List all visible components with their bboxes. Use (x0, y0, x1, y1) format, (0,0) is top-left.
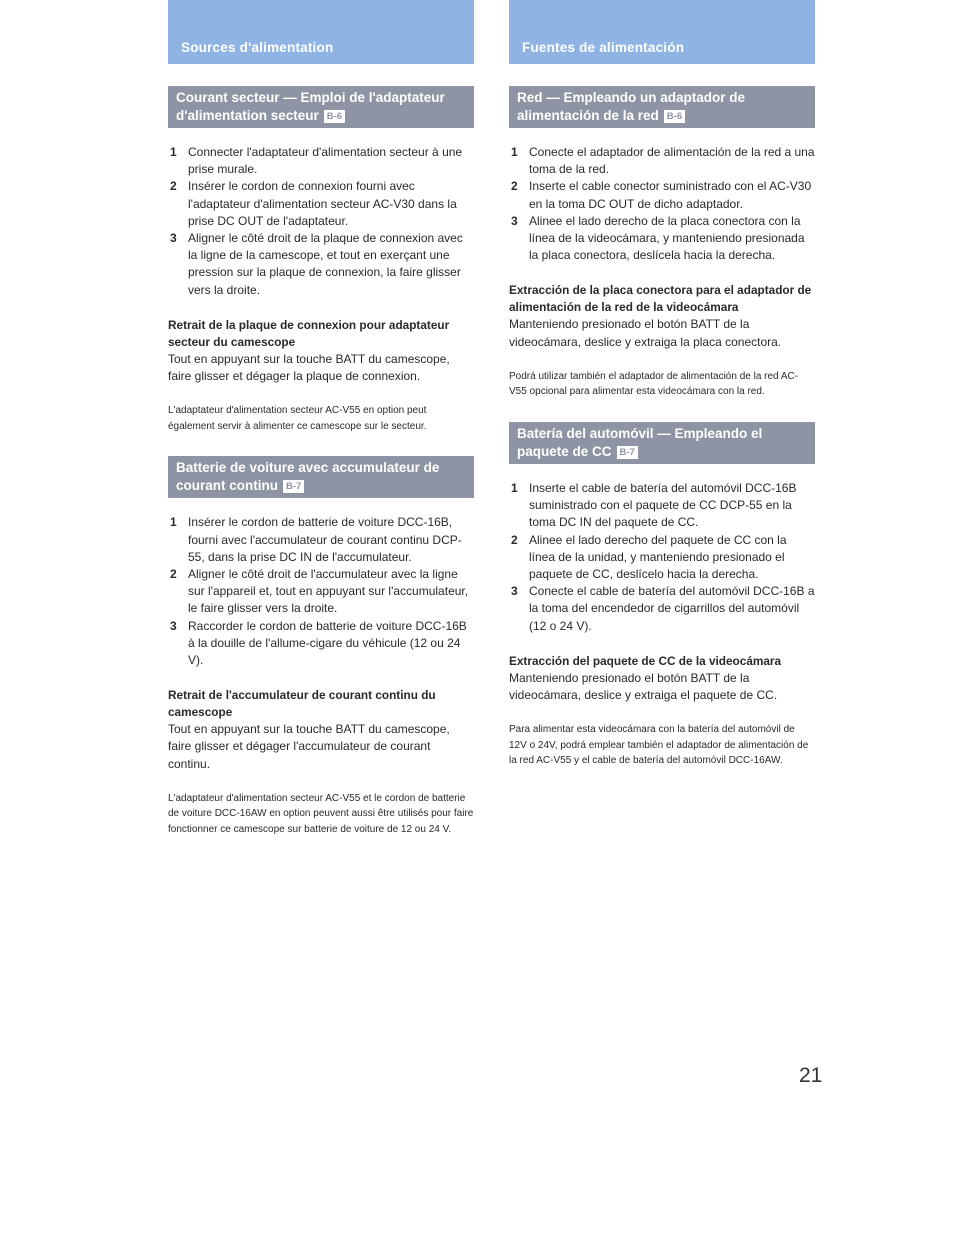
section-heading-car-battery-es (509, 422, 815, 464)
step-item (509, 144, 815, 178)
section-heading-mains-es (509, 86, 815, 128)
body-text: Tout en appuyant sur la touche BATT du camescope, faire glisser et dégager la plaque de connexion. (168, 351, 450, 384)
body-text: Tout en appuyant sur la touche BATT du camescope, faire glisser et dégager l'accumulateur de courant continu. (168, 722, 450, 771)
body-text: Manteniendo presionado el botón BATT de la videocámara, deslice y extraiga el paquete de CC. (509, 670, 778, 703)
sub-heading: Extracción del paquete de CC de la videocámara (509, 653, 782, 668)
figure-ref-badge: B-6 (664, 110, 685, 123)
note-text: L'adaptateur d'alimentation secteur AC-V55 et le cordon de batterie de voiture DCC-16AW en option peuvent aussi être utilisés pour faire fonctionner ce camescope sur batterie de voiture de 12 ou 24 V. (168, 792, 474, 836)
step-item (168, 178, 474, 230)
step-item (168, 144, 474, 178)
step-item (509, 178, 815, 212)
step-number: 2 (170, 179, 177, 194)
step-text: Inserte el cable de batería del automóvil DCC-16B suministrado con el paquete de CC DCP-55 en la toma DC IN del paquete de CC. (529, 481, 797, 530)
note-text: Para alimentar esta videocámara con la batería del automóvil de 12V o 24V, podrá emplear también el adaptador de alimentación de la red AC-V55 y el cable de batería del automóvil DCC-16AW. (509, 724, 809, 767)
note-text: Podrá utilizar también el adaptador de alimentación de la red AC-V55 opcional para alimentar esta videocámara con la red. (509, 370, 799, 398)
section-heading-text: Batterie de voiture avec accumulateur de courant continu (176, 460, 440, 494)
body-text: Manteniendo presionado el botón BATT de la videocámara, deslice y extraiga la placa conectora. (509, 317, 782, 349)
step-text: Alinee el lado derecho del paquete de CC con la línea de la unidad, y manteniendo presionado el paquete de CC, deslícelo hacia la derecha. (529, 532, 787, 582)
step-item (509, 213, 815, 265)
section-heading-text: Red — Empleando un adaptador de alimentación de la red (517, 90, 746, 123)
page-number: 21 (799, 1064, 823, 1087)
step-number: 1 (170, 515, 177, 530)
step-text: Inserte el cable conector suministrado con el AC-V30 en la toma DC OUT de dicho adaptador. (529, 179, 812, 211)
step-item (168, 230, 474, 299)
sub-heading: Retrait de la plaque de connexion pour adaptateur secteur du camescope (168, 317, 450, 349)
step-item (509, 583, 815, 635)
step-number: 3 (511, 584, 518, 599)
section-mains-fr (168, 86, 474, 434)
step-number: 3 (170, 618, 177, 633)
step-item (168, 566, 474, 618)
step-text: Alinee el lado derecho de la placa conectora con la línea de la videocámara, y manteniendo presionada la placa conectora, deslícela hacia la derecha. (529, 213, 805, 263)
section-heading-text: Courant secteur — Emploi de l'adaptateur d'alimentation secteur (176, 90, 445, 123)
french-column (168, 0, 474, 838)
step-list (509, 480, 815, 635)
step-number: 1 (511, 145, 518, 159)
step-number: 1 (170, 145, 177, 159)
step-list (168, 144, 474, 299)
step-list (168, 514, 474, 669)
step-text: Conecte el adaptador de alimentación de la red a una toma de la red. (529, 145, 815, 177)
figure-ref-badge: B-6 (324, 110, 345, 123)
section-mains-es (509, 86, 815, 400)
note-text: L'adaptateur d'alimentation secteur AC-V55 en option peut également servir à alimenter ce camescope sur le secteur. (168, 405, 427, 432)
sub-heading: Retrait de l'accumulateur de courant continu du camescope (168, 688, 436, 720)
step-item (509, 532, 815, 584)
step-text: Conecte el cable de batería del automóvil DCC-16B a la toma del encendedor de cigarrillos del automóvil (12 o 24 V). (529, 584, 815, 633)
step-number: 2 (170, 567, 177, 582)
figure-ref-badge: B-7 (283, 480, 304, 493)
section-car-battery-fr (168, 456, 474, 837)
section-heading-mains-fr (168, 86, 474, 128)
step-number: 3 (511, 213, 518, 228)
step-text: Aligner le côté droit de la plaque de connexion avec la ligne de la camescope, et tout en exerçant une pression sur la plaque de connexion, la faire glisser vers la droite. (188, 231, 463, 297)
sub-heading: Extracción de la placa conectora para el adaptador de alimentación de la red de la videocámara (509, 283, 812, 315)
step-text: Insérer le cordon de batterie de voiture DCC-16B, fourni avec l'accumulateur de courant continu DCP-55, dans la prise DC IN de l'accumulateur. (188, 515, 462, 564)
page-title-es: Fuentes de alimentación (509, 0, 815, 64)
page-title-fr: Sources d'alimentation (168, 0, 474, 64)
step-item (509, 480, 815, 532)
step-number: 3 (170, 231, 177, 246)
step-item (168, 618, 474, 670)
section-heading-text: Batería del automóvil — Empleando el paquete de CC (517, 426, 763, 460)
step-number: 1 (511, 481, 518, 496)
section-heading-car-battery-fr (168, 456, 474, 498)
figure-ref-badge: B-7 (617, 446, 638, 459)
step-text: Connecter l'adaptateur d'alimentation secteur à une prise murale. (188, 145, 463, 177)
step-number: 2 (511, 532, 518, 547)
step-text: Raccorder le cordon de batterie de voiture DCC-16B à la douille de l'allume-cigare du véhicule (12 ou 24 V). (188, 618, 467, 668)
step-list (509, 144, 815, 264)
step-text: Aligner le côté droit de l'accumulateur avec la ligne sur l'appareil et, tout en appuyant sur l'accumulateur, le faire glisser vers la droite. (188, 567, 469, 616)
step-number: 2 (511, 179, 518, 194)
section-car-battery-es (509, 422, 815, 769)
step-item (168, 514, 474, 566)
step-text: Insérer le cordon de connexion fourni avec l'adaptateur d'alimentation secteur AC-V30 dans la prise DC OUT de l'adaptateur. (188, 179, 457, 228)
spanish-column (509, 0, 815, 769)
